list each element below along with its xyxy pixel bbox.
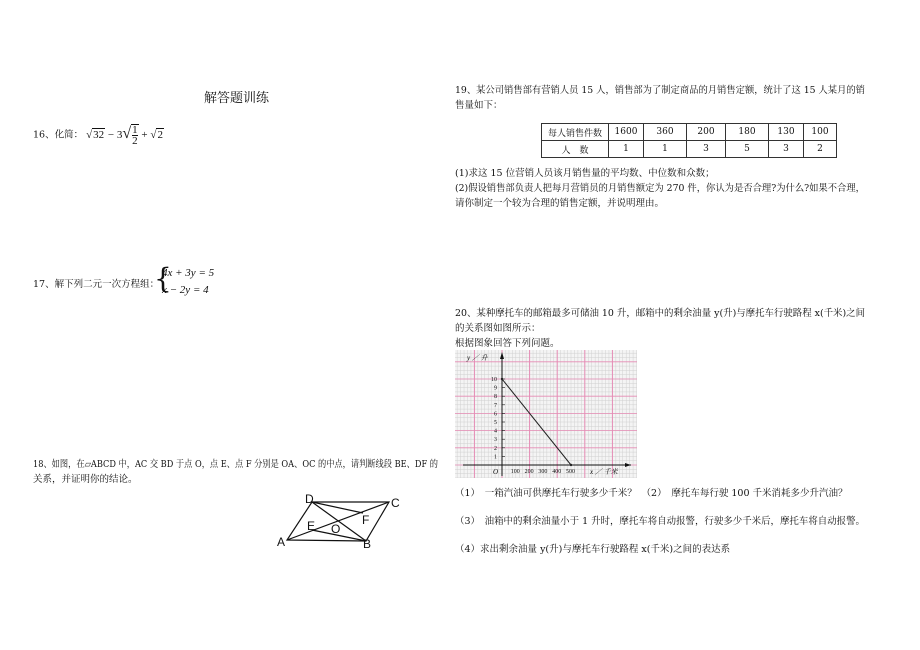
q18-line-2: 关系，并证明你的结论。 bbox=[33, 474, 138, 485]
q19-sub-2a: (2)假设销售部负责人把每月营销员的月销售额定为 270 件，你认为是否合理?为什么?如果不合理， bbox=[455, 183, 865, 194]
grid-major bbox=[455, 350, 637, 478]
y-tick-label: 9 bbox=[494, 385, 497, 392]
table-cell: 360 bbox=[644, 124, 687, 141]
y-tick-label: 2 bbox=[494, 445, 497, 452]
x-axis-arrow-icon bbox=[625, 463, 631, 467]
y-tick-label: 6 bbox=[494, 411, 497, 418]
y-tick-label: 1 bbox=[494, 454, 497, 461]
sales-table bbox=[541, 123, 837, 158]
q17-equation-1: 4x + 3y = 5 bbox=[162, 267, 215, 279]
table-cell: 1600 bbox=[609, 124, 644, 141]
q19-line-2: 售量如下： bbox=[455, 100, 503, 111]
point-d-label: D bbox=[305, 492, 314, 506]
q16-label: 16、化简： bbox=[33, 129, 84, 141]
q18-line-1: 18、如图，在▱ABCD 中，AC 交 BD 于点 O，点 E、点 F 分别是 OA、OC 的中点，请判断线段 BE、DF 的 bbox=[33, 459, 438, 470]
data-point bbox=[570, 464, 572, 466]
point-c-label: C bbox=[391, 496, 400, 510]
x-tick-label: 400 bbox=[552, 469, 562, 475]
q20-line-3: 根据图象回答下列问题。 bbox=[455, 338, 560, 349]
data-point bbox=[501, 378, 503, 380]
question-17 bbox=[33, 276, 159, 290]
x-tick-label: 500 bbox=[566, 469, 575, 475]
table-cell: 130 bbox=[769, 124, 804, 141]
q16-expression: $√32 - 3√\frac{1}{2} + √2$ bbox=[86, 124, 163, 147]
table-cell: 2 bbox=[804, 141, 837, 158]
table-row bbox=[542, 141, 837, 158]
q19-line-1: 19、某公司销售部有营销人员 15 人，销售部为了制定商品的月销售定额，统计了这 15 人某月的销 bbox=[455, 85, 865, 96]
table-cell: 180 bbox=[726, 124, 769, 141]
q20-sub-4: （4）求出剩余油量 y(升)与摩托车行驶路程 x(千米)之间的表达系 bbox=[455, 544, 731, 555]
point-o-label: O bbox=[331, 522, 341, 536]
table-cell: 3 bbox=[769, 141, 804, 158]
y-tick-label: 4 bbox=[494, 428, 497, 435]
table-row bbox=[542, 124, 837, 141]
fuel-chart bbox=[455, 350, 637, 478]
table-cell: 3 bbox=[687, 141, 726, 158]
brace-icon: { bbox=[154, 262, 172, 295]
table-cell: 100 bbox=[804, 124, 837, 141]
y-tick-label: 10 bbox=[491, 377, 497, 383]
x-axis-label: x ／ 千米 bbox=[590, 468, 618, 476]
y-axis-label: y ／ 升 bbox=[467, 354, 488, 362]
page-title: 解答题训练 bbox=[204, 91, 270, 106]
parallelogram-figure bbox=[275, 490, 405, 550]
point-e-label: E bbox=[307, 519, 316, 533]
point-f-label: F bbox=[362, 513, 370, 527]
y-tick-label: 8 bbox=[494, 394, 497, 401]
y-tick-label: 5 bbox=[494, 420, 497, 426]
grid-minor bbox=[455, 350, 637, 478]
q20-line-1: 20、某种摩托车的邮箱最多可储油 10 升，邮箱中的剩余油量 y(升)与摩托车行驶路程 x(千米)之间 bbox=[455, 308, 865, 319]
question-16 bbox=[33, 124, 164, 146]
table-header-cell: 人 数 bbox=[542, 141, 609, 158]
q20-line-2: 的关系图如图所示： bbox=[455, 323, 541, 334]
origin-label: O bbox=[493, 468, 499, 476]
q19-sub-1: (1)求这 15 位营销人员该月销售量的平均数、中位数和众数； bbox=[455, 168, 715, 179]
y-tick-label: 3 bbox=[494, 437, 497, 444]
table-cell: 200 bbox=[687, 124, 726, 141]
q20-sub-3: （3） 油箱中的剩余油量小于 1 升时，摩托车将自动报警，行驶多少千米后，摩托车将自动报警。 bbox=[455, 516, 865, 527]
y-tick-label: 7 bbox=[494, 402, 497, 409]
q17-label: 17、解下列二元一次方程组： bbox=[33, 279, 160, 290]
table-cell: 5 bbox=[726, 141, 769, 158]
point-a-label: A bbox=[277, 535, 286, 549]
q20-sub-1-2: （1） 一箱汽油可供摩托车行驶多少千米？ （2） 摩托车每行驶 100 千米消耗多少升汽油？ bbox=[455, 488, 848, 499]
q17-equation-2: x − 2y = 4 bbox=[162, 284, 209, 296]
x-tick-label: 300 bbox=[538, 469, 548, 475]
point-b-label: B bbox=[363, 537, 372, 550]
x-tick-label: 200 bbox=[524, 469, 534, 475]
table-header-cell: 每人销售件数 bbox=[542, 124, 609, 141]
table-cell: 1 bbox=[644, 141, 687, 158]
q19-sub-2b: 请你制定一个较为合理的销售定额，并说明理由。 bbox=[455, 198, 665, 209]
x-tick-label: 100 bbox=[510, 469, 520, 475]
table-cell: 1 bbox=[609, 141, 644, 158]
